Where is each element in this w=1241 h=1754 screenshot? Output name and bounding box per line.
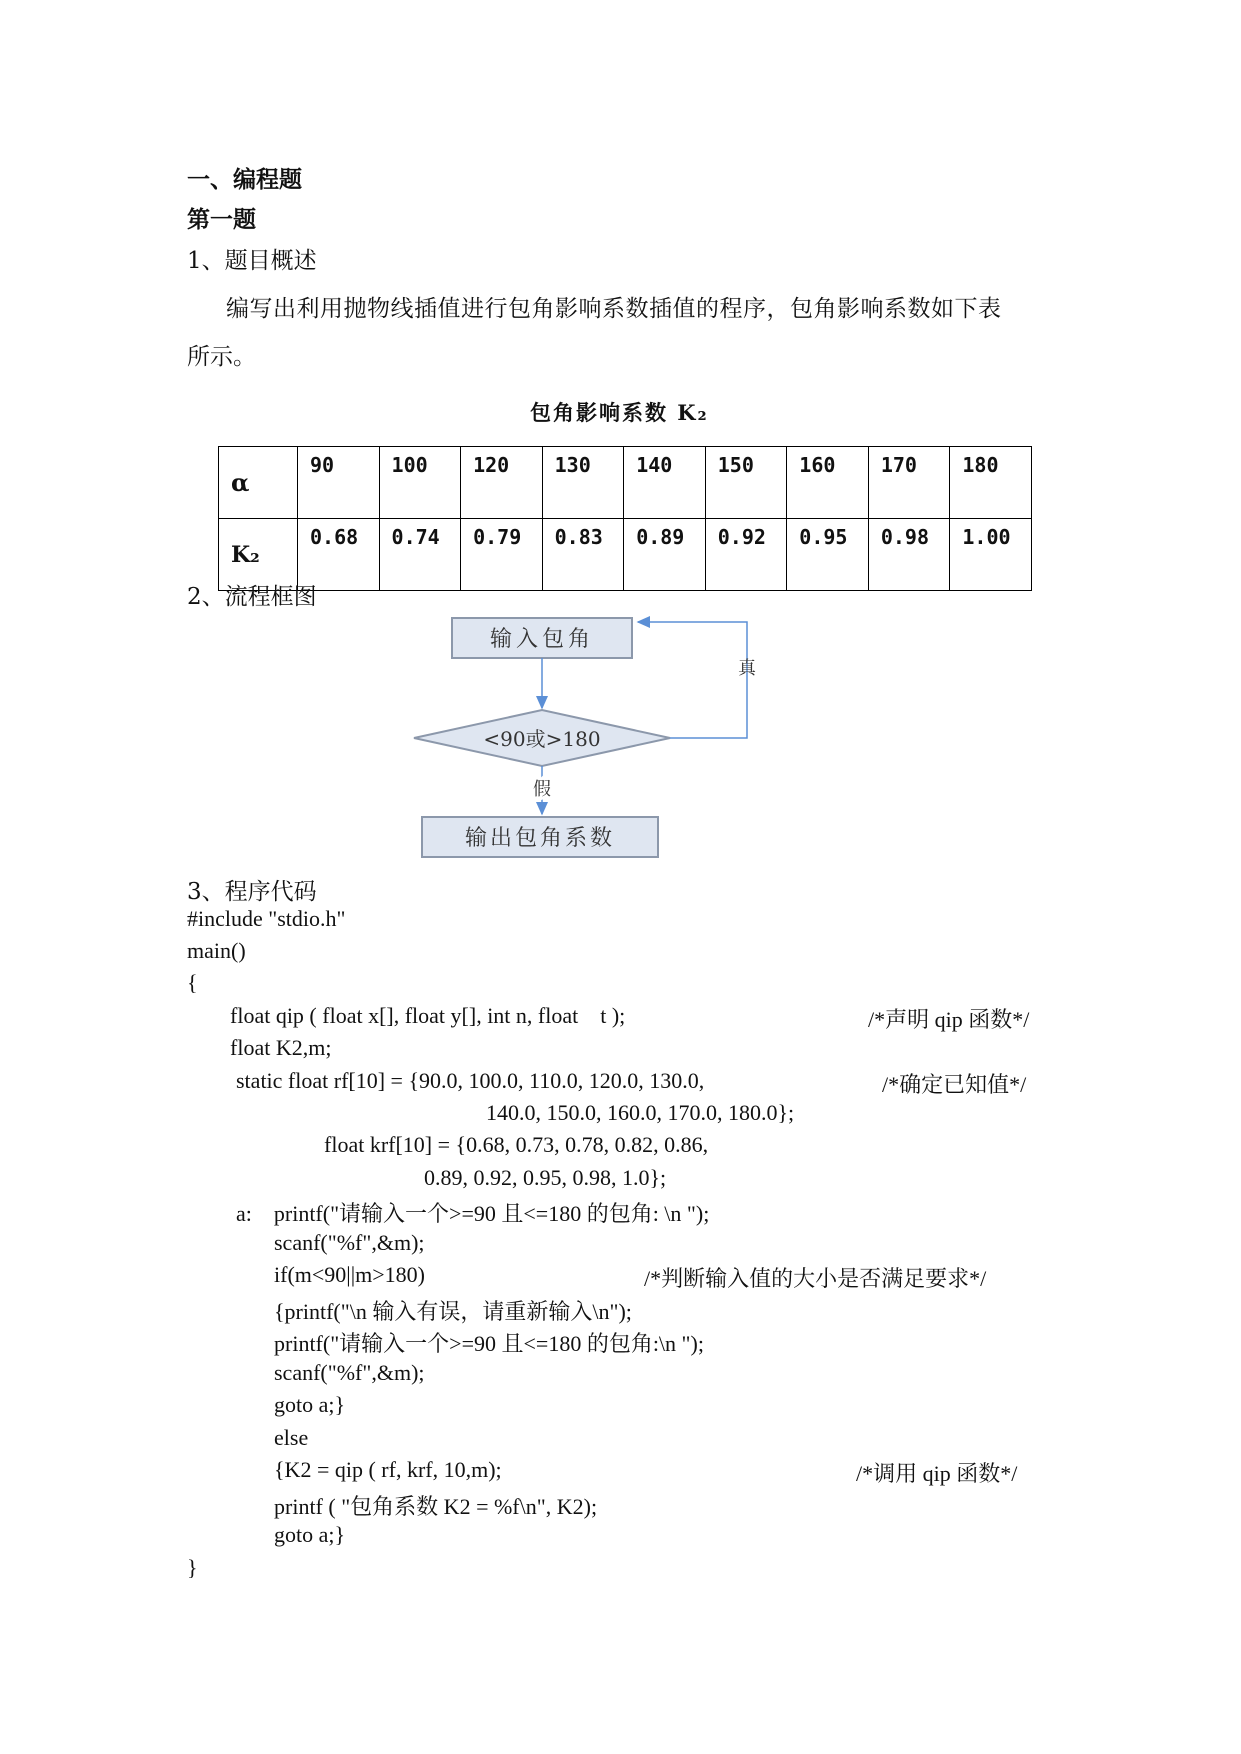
code-comment: /*声明 qip 函数*/ bbox=[868, 1007, 1030, 1032]
code-line: {printf("\n 输入有误，请重新输入\n"); bbox=[274, 1299, 632, 1324]
false-label: 假 bbox=[533, 779, 551, 800]
table-cell: 0.83 bbox=[542, 519, 624, 591]
table-cell: 150 bbox=[705, 447, 787, 519]
table-cell: 0.98 bbox=[868, 519, 950, 591]
table-cell: 140 bbox=[624, 447, 706, 519]
code-line: goto a;} bbox=[274, 1522, 346, 1547]
output-box-label: 输出包角系数 bbox=[464, 826, 616, 851]
table-cell: 0.79 bbox=[461, 519, 543, 591]
code-line: main() bbox=[187, 938, 246, 963]
code-line: printf("请输入一个>=90 且<=180 的包角:\n "); bbox=[274, 1331, 704, 1356]
alpha-label: α bbox=[219, 447, 298, 519]
overview-text-line2: 所示。 bbox=[187, 344, 256, 370]
k2-table bbox=[218, 446, 1032, 591]
table-cell: 90 bbox=[298, 447, 380, 519]
table-cell: 170 bbox=[868, 447, 950, 519]
decision-label: <90或>180 bbox=[483, 727, 601, 751]
code-comment: /*确定已知值*/ bbox=[882, 1072, 1027, 1097]
table-cell: 1.00 bbox=[950, 519, 1032, 591]
code-line: {K2 = qip ( rf, krf, 10,m); bbox=[274, 1457, 502, 1482]
flowchart bbox=[400, 600, 780, 870]
code-line: goto a;} bbox=[274, 1392, 346, 1417]
table-cell: 120 bbox=[461, 447, 543, 519]
table-caption: 包角影响系数 K₂ bbox=[530, 400, 709, 425]
k2-label: K₂ bbox=[219, 519, 298, 591]
code-line: } bbox=[187, 1555, 198, 1580]
table-cell: 0.95 bbox=[787, 519, 869, 591]
code-line: if(m<90||m>180) bbox=[274, 1262, 425, 1287]
table-cell: 0.68 bbox=[298, 519, 380, 591]
arrow-true-loop bbox=[638, 622, 747, 738]
code-line: { bbox=[187, 970, 198, 995]
overview-text-line1: 编写出利用抛物线插值进行包角影响系数插值的程序，包角影响系数如下表 bbox=[226, 296, 1002, 322]
code-line: a: printf("请输入一个>=90 且<=180 的包角: \n "); bbox=[236, 1201, 710, 1226]
table-cell: 0.89 bbox=[624, 519, 706, 591]
code-line: else bbox=[274, 1425, 309, 1450]
code-line: scanf("%f",&m); bbox=[274, 1230, 425, 1255]
table-cell: 0.74 bbox=[379, 519, 461, 591]
table-cell: 180 bbox=[950, 447, 1032, 519]
table-cell: 0.92 bbox=[705, 519, 787, 591]
code-line: printf ( "包角系数 K2 = %f\n", K2); bbox=[274, 1494, 598, 1519]
section-title: 一、编程题 bbox=[187, 166, 302, 193]
code-line: 0.89, 0.92, 0.95, 0.98, 1.0}; bbox=[424, 1165, 667, 1190]
k2-row bbox=[219, 519, 1032, 591]
problem-title: 第一题 bbox=[187, 206, 256, 233]
table-cell: 130 bbox=[542, 447, 624, 519]
code-line: float K2,m; bbox=[230, 1035, 332, 1060]
code-line: float qip ( float x[], float y[], int n, float t ); bbox=[230, 1003, 626, 1028]
alpha-row bbox=[219, 447, 1032, 519]
input-box-label: 输入包角 bbox=[489, 627, 595, 652]
table-cell: 100 bbox=[379, 447, 461, 519]
overview-heading: 1、题目概述 bbox=[187, 248, 317, 274]
code-line: scanf("%f",&m); bbox=[274, 1360, 425, 1385]
code-line: 140.0, 150.0, 160.0, 170.0, 180.0}; bbox=[486, 1100, 795, 1125]
code-comment: /*判断输入值的大小是否满足要求*/ bbox=[644, 1266, 987, 1291]
code-comment: /*调用 qip 函数*/ bbox=[856, 1461, 1018, 1486]
code-line: static float rf[10] = {90.0, 100.0, 110.0, 120.0, 130.0, bbox=[236, 1068, 705, 1093]
code-line: float krf[10] = {0.68, 0.73, 0.78, 0.82, 0.86, bbox=[324, 1132, 709, 1157]
true-label: 真 bbox=[738, 658, 756, 679]
code-line: #include "stdio.h" bbox=[187, 906, 346, 931]
flowchart-heading: 2、流程框图 bbox=[187, 584, 317, 610]
code-heading: 3、程序代码 bbox=[187, 879, 317, 905]
table-cell: 160 bbox=[787, 447, 869, 519]
